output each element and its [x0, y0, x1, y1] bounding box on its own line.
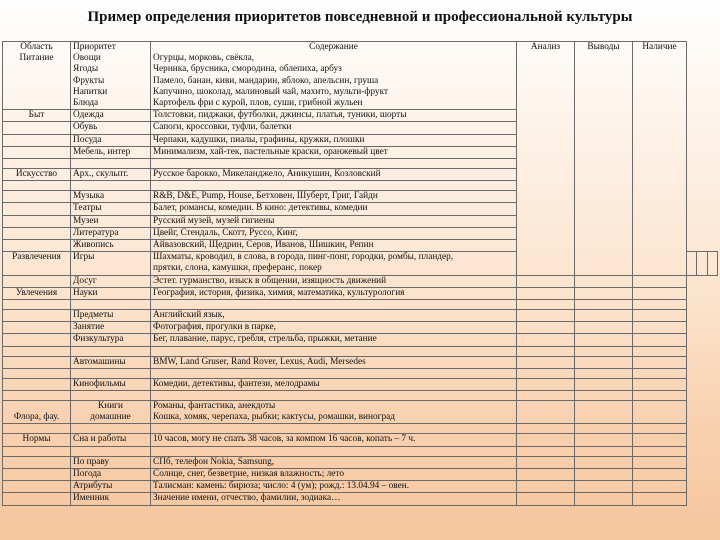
content-text: Бег, плавание, парус, гребля, стрельба, прыжки, метание	[151, 334, 517, 346]
content-text: Памело, банан, киви, мандарин, яблоко, апельсин, груша	[153, 75, 379, 86]
priority-label: Книги	[98, 401, 123, 412]
content-cell	[151, 401, 517, 424]
content-text: Цвейг, Стендаль, Скотт, Руссо, Кинг,	[151, 227, 517, 239]
priority-label: Литература	[71, 227, 151, 239]
column-header-area: Область	[20, 42, 53, 52]
content-text: Черпаки, кадушки, пиалы, графины, кружки, плошки	[151, 134, 517, 146]
content-cell	[151, 252, 517, 275]
priority-label: По праву	[71, 456, 151, 468]
table-row	[3, 275, 718, 287]
priority-label: Блюда	[73, 98, 99, 109]
area-cell	[3, 42, 71, 110]
content-text: прятки, слона, камушки, преферанс, покер	[153, 263, 322, 274]
content-text: Английский язык,	[151, 310, 517, 322]
priority-label: Арх., скульпт.	[71, 169, 151, 181]
priorities-table	[2, 41, 718, 506]
content-text: Минимализм, хай-тек, пастельные краски, оранжевый цвет	[151, 146, 517, 158]
area-label: Искусство	[3, 169, 71, 181]
table-row	[3, 368, 718, 378]
priority-label: Овощи	[73, 53, 101, 64]
content-text: География, история, физика, химия, математика, культурология	[151, 287, 517, 299]
priority-label: Музыка	[71, 191, 151, 203]
content-text: Русский музей, музей гигиены	[151, 215, 517, 227]
priority-label: Занятие	[71, 322, 151, 334]
content-text: Талисман: камень: бирюза; число: 4 (ум); рожд.: 13.04.94 – овен.	[151, 481, 517, 493]
column-header-conclusions: Выводы	[575, 42, 633, 276]
area-label: Питание	[19, 53, 54, 64]
content-text: Черника, брусника, смородина, облепиха, арбуз	[153, 64, 342, 75]
area-label: Нормы	[3, 434, 71, 446]
table-row	[3, 434, 718, 446]
table-row	[3, 356, 718, 368]
priority-label: Сна и работы	[71, 434, 151, 446]
area-label: Развлечения	[3, 252, 71, 275]
content-text: Солнце, снег, безветрие, низкая влажность; лето	[151, 468, 517, 480]
content-text: 10 часов, могу не спать 38 часов, за компом 16 часов, копать – 7 ч.	[151, 434, 517, 446]
content-text: BMW, Land Gruser, Rand Rover, Lexus, Audi, Mersedes	[151, 356, 517, 368]
priority-label: Науки	[71, 287, 151, 299]
content-text: Комедии, детективы, фантези, мелодрамы	[151, 378, 517, 390]
priority-label: Кинофильмы	[71, 378, 151, 390]
priority-label: Досуг	[71, 275, 151, 287]
content-text: Балет, романсы, комедии. В кино: детективы, комедии	[151, 203, 517, 215]
priority-label: Обувь	[71, 122, 151, 134]
priority-label: Одежда	[71, 110, 151, 122]
area-label: Быт	[3, 110, 71, 122]
area-label: Флора, фау.	[13, 412, 60, 423]
content-text: СПб, телефон Nokia, Samsung,	[151, 456, 517, 468]
content-text: Романы, фантастика, анекдоты	[153, 401, 276, 412]
content-text: Капучино, шоколад, малиновый чай, махито, мульти-фрукт	[153, 86, 389, 97]
priority-label: Музеи	[71, 215, 151, 227]
page-title: Пример определения приоритетов повседневной и профессиональной культуры	[87, 9, 633, 25]
priority-label: Посуда	[71, 134, 151, 146]
content-text: Огурцы, морковь, свёкла,	[153, 53, 255, 64]
table-row	[3, 334, 718, 346]
column-header-content: Содержание	[309, 42, 358, 52]
content-text: Шахматы, кроводил, в слова, в города, пинг-понг, городки, ромбы, пландер,	[153, 252, 454, 263]
content-text: Русское барокко, Микеланджело, Аникушин, Козловский	[151, 169, 517, 181]
content-text: Картофель фри с курой, плов, суши, грибной жульен	[153, 98, 363, 109]
table-row	[3, 401, 718, 424]
content-text: Значение имени, отчество, фамилии, зодиака…	[151, 493, 517, 505]
priority-label: Игры	[71, 252, 151, 275]
table-row	[3, 300, 718, 310]
table-row	[3, 310, 718, 322]
priority-label: Мебель, интер	[71, 146, 151, 158]
content-text: Айвазовский, Щедрин, Серов, Иванов, Шишкин, Репин	[151, 240, 517, 252]
priority-label: Напитки	[73, 86, 108, 97]
table-row	[3, 346, 718, 356]
priority-label: Атрибуты	[71, 481, 151, 493]
table-row	[3, 456, 718, 468]
content-text: Фотография, прогулки в парке,	[151, 322, 517, 334]
table-row	[3, 42, 718, 110]
column-header-priority: Приоритет	[73, 42, 116, 52]
priority-label: Автомашины	[71, 356, 151, 368]
priority-label: Фрукты	[73, 75, 105, 86]
table-row	[3, 424, 718, 434]
content-cell	[151, 42, 517, 110]
table-row	[3, 468, 718, 480]
table-row	[3, 287, 718, 299]
priority-label: домашние	[90, 412, 131, 423]
table-row	[3, 378, 718, 390]
priority-label: Погода	[71, 468, 151, 480]
priority-label: Физкультура	[71, 334, 151, 346]
table-row	[3, 391, 718, 401]
priority-cell	[71, 42, 151, 110]
column-header-presence: Наличие	[633, 42, 687, 276]
table-row	[3, 446, 718, 456]
area-cell	[3, 401, 71, 424]
priority-label: Театры	[71, 203, 151, 215]
content-text: Кошка, хомяк, черепаха, рыбки; кактусы, ромашки, виноград	[153, 412, 395, 423]
content-text: Сапоги, кроссовки, туфли, балетки	[151, 122, 517, 134]
content-text: R&B, D&E, Pump, House, Бетховен, Шуберт, Григ, Гайдн	[151, 191, 517, 203]
column-header-analysis: Анализ	[517, 42, 575, 276]
table-row	[3, 493, 718, 505]
content-text: Толстовки, пиджаки, футболки, джинсы, платья, туники, шорты	[151, 110, 517, 122]
priority-label: Предметы	[71, 310, 151, 322]
table-row	[3, 481, 718, 493]
content-text: Эстет. гурманство, изыск в общении, изящность движений	[151, 275, 517, 287]
area-label: Увлечения	[3, 287, 71, 299]
table-row	[3, 322, 718, 334]
priority-cell	[71, 401, 151, 424]
priority-label: Ягоды	[73, 64, 99, 75]
priority-label: Именник	[71, 493, 151, 505]
priority-label: Живопись	[71, 240, 151, 252]
